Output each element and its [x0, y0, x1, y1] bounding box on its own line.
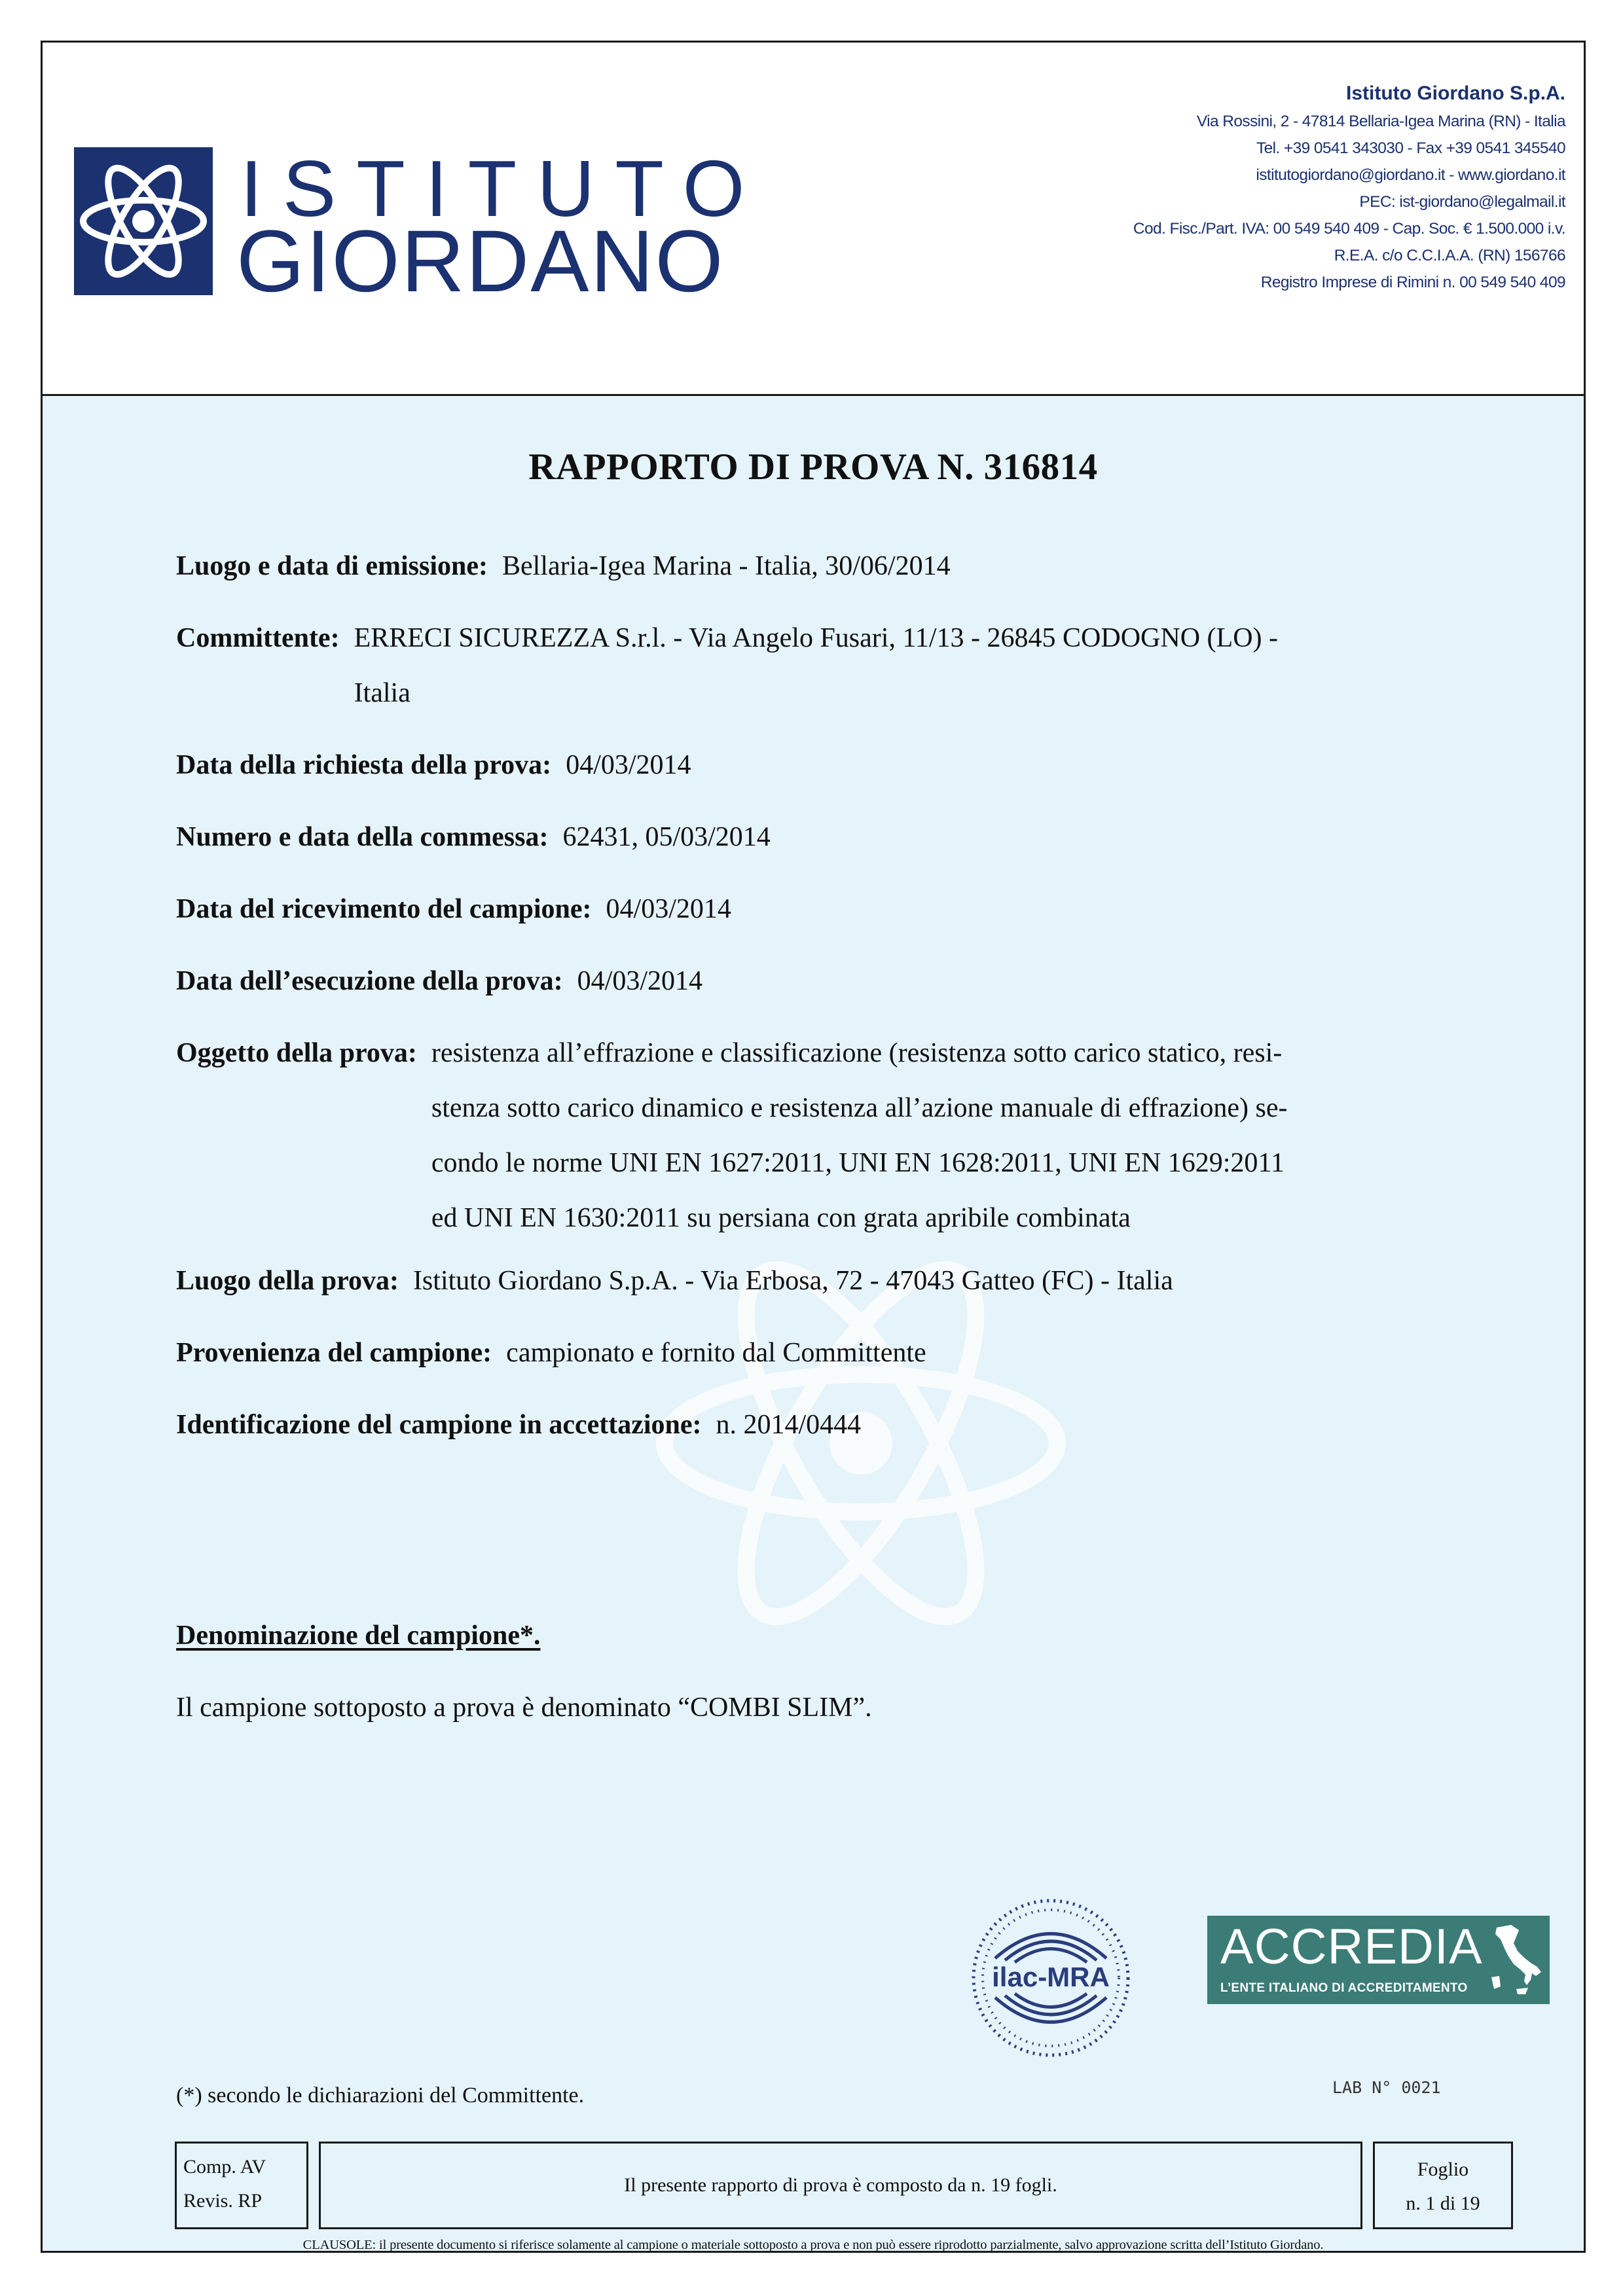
- report-title: RAPPORTO DI PROVA N. 316814: [528, 446, 1098, 488]
- company-name: Istituto Giordano S.p.A.: [1346, 82, 1565, 104]
- composition-text: Il presente rapporto di prova è composto da n. 19 fogli.: [624, 2174, 1057, 2196]
- company-address-line: Via Rossini, 2 - 47814 Bellaria-Igea Marina (RN) - Italia: [1196, 113, 1565, 130]
- field-value: 04/03/2014: [577, 966, 702, 996]
- field-value: [354, 611, 1278, 721]
- field-oggetto-prova: [176, 1026, 1287, 1246]
- denominazione-heading: Denominazione del campione*.: [176, 1621, 541, 1651]
- composition-box: [319, 2142, 1362, 2229]
- company-info: [911, 79, 1565, 296]
- field-value-line: Italia: [354, 678, 410, 708]
- field-data-richiesta: [176, 738, 691, 793]
- field-value-line: resistenza all’effrazione e classificazione (resistenza sotto carico statico, resi-: [431, 1038, 1283, 1068]
- field-provenienza-campione: [176, 1325, 926, 1380]
- italy-map-icon: [1485, 1924, 1544, 1999]
- field-value-line: ERRECI SICUREZZA S.r.l. - Via Angelo Fusari, 11/13 - 26845 CODOGNO (LO) -: [354, 623, 1278, 653]
- field-label: Oggetto della prova:: [176, 1038, 417, 1068]
- field-value-line: condo le norme UNI EN 1627:2011, UNI EN 1628:2011, UNI EN 1629:2011: [431, 1148, 1285, 1178]
- atom-logo-icon: [74, 147, 213, 295]
- accredia-name: ACCREDIA: [1220, 1919, 1483, 1975]
- report-page-frame: [41, 41, 1586, 2253]
- field-luogo-prova: [176, 1253, 1173, 1308]
- report-body: [43, 396, 1584, 2251]
- company-email-line: istitutogiordano@giordano.it - www.giordano.it: [1256, 166, 1565, 184]
- ilac-mra-logo-icon: [969, 1896, 1133, 2060]
- accredia-logo: [1207, 1916, 1550, 2004]
- field-value-line: ed UNI EN 1630:2011 su persiana con grata apribile combinata: [431, 1203, 1131, 1233]
- field-value: [431, 1026, 1288, 1246]
- field-label: Numero e data della commessa:: [176, 822, 549, 852]
- field-value: Bellaria-Igea Marina - Italia, 30/06/2014: [502, 551, 951, 581]
- field-committente: [176, 611, 1278, 721]
- field-label: Luogo della prova:: [176, 1266, 399, 1296]
- sheet-value: n. 1 di 19: [1406, 2193, 1480, 2214]
- company-pec-line: PEC: ist-giordano@legalmail.it: [1359, 193, 1565, 211]
- company-registry-line: Registro Imprese di Rimini n. 00 549 540 409: [1260, 274, 1565, 291]
- sheet-number-box: [1373, 2142, 1513, 2229]
- logo-wordmark-line-1: ISTITUTO: [240, 144, 765, 233]
- lab-number: LAB N° 0021: [1332, 2078, 1441, 2097]
- field-label: Luogo e data di emissione:: [176, 551, 488, 581]
- field-label: Committente:: [176, 623, 340, 653]
- ilac-mra-label: ilac-MRA: [992, 1962, 1110, 1992]
- field-value: n. 2014/0444: [716, 1410, 862, 1440]
- compiler-initials: Comp. AV: [183, 2156, 266, 2178]
- field-label: Data dell’esecuzione della prova:: [176, 966, 563, 996]
- field-luogo-data-emissione: [176, 539, 951, 594]
- field-value-line: stenza sotto carico dinamico e resistenza all’azione manuale di effrazione) se-: [431, 1093, 1288, 1123]
- footnote: (*) secondo le dichiarazioni del Committente.: [176, 2083, 585, 2108]
- company-rea-line: R.E.A. c/o C.C.I.A.A. (RN) 156766: [1334, 247, 1565, 264]
- sheet-label: Foglio: [1417, 2159, 1469, 2180]
- field-data-ricevimento: [176, 882, 731, 937]
- field-value: 04/03/2014: [566, 750, 691, 780]
- field-value: campionato e fornito dal Committente: [506, 1338, 926, 1368]
- logo-wordmark-line-2: GIORDANO: [236, 213, 725, 310]
- reviewer-initials: Revis. RP: [183, 2190, 263, 2212]
- accredia-subtitle: L’ENTE ITALIANO DI ACCREDITAMENTO: [1220, 1981, 1468, 1995]
- company-phone-line: Tel. +39 0541 343030 - Fax +39 0541 345540: [1256, 139, 1565, 157]
- letterhead: [43, 43, 1584, 396]
- field-label: Data del ricevimento del campione:: [176, 894, 592, 924]
- field-data-esecuzione: [176, 954, 702, 1009]
- field-value: Istituto Giordano S.p.A. - Via Erbosa, 72 - 47043 Gatteo (FC) - Italia: [412, 1266, 1173, 1296]
- denominazione-text: Il campione sottoposto a prova è denominato “COMBI SLIM”.: [176, 1693, 872, 1723]
- clauses-note: CLAUSOLE: il presente documento si riferisce solamente al campione o materiale sottoposto a prova e non può essere riprodotto parzialmente, salvo approvazione scritta dell’Istituto Giordano.: [302, 2238, 1324, 2252]
- field-identificazione-campione: [176, 1397, 861, 1452]
- field-numero-commessa: [176, 810, 771, 865]
- field-label: Data della richiesta della prova:: [176, 750, 552, 780]
- field-label: Provenienza del campione:: [176, 1338, 492, 1368]
- field-value: 62431, 05/03/2014: [562, 822, 771, 852]
- company-tax-line: Cod. Fisc./Part. IVA: 00 549 540 409 - Cap. Soc. € 1.500.000 i.v.: [1133, 220, 1565, 238]
- field-value: 04/03/2014: [606, 894, 731, 924]
- compiler-box: [175, 2142, 308, 2229]
- field-label: Identificazione del campione in accettazione:: [176, 1410, 702, 1440]
